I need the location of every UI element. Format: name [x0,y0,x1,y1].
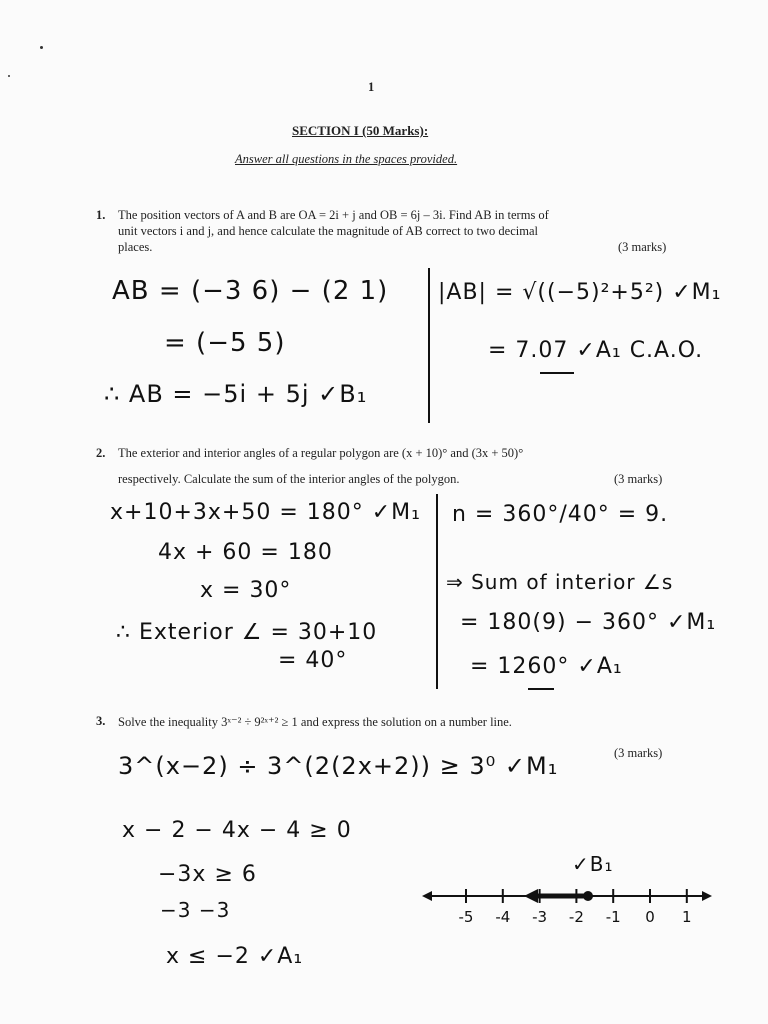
question-1-line-1: The position vectors of A and B are OA = 2i + j and OB = 6j – 3i. Find AB in terms of [118,208,549,222]
q2-sides-line: n = 360°/40° = 9. [452,502,669,527]
q1-answer-underline [540,372,574,374]
question-2-marks: (3 marks) [614,472,663,486]
question-1-line-3: places. [118,240,153,254]
number-line-tick-label: -1 [605,908,621,926]
q2-working-line-4: ∴ Exterior ∠ = 30+10 [116,620,378,645]
section-title: SECTION I (50 Marks): [292,123,429,138]
q2-sum-line-1: ⇒ Sum of interior ∠s [446,570,674,594]
q1-working-line-1: AB = (−3 6) − (2 1) [112,276,389,306]
question-3-line-1: Solve the inequality 3ˣ⁻² ÷ 9²ˣ⁺² ≥ 1 and express the solution on a number line. [118,715,512,729]
q1-magnitude-line-1: |AB| = √((−5)²+5²) ✓M₁ [438,280,722,305]
question-1-number: 1. [96,208,106,222]
q1-divider [428,268,430,423]
q1-working-line-2: = (−5 5) [164,328,286,358]
number-line-tick-label: -5 [458,908,474,926]
q3-number-line [420,878,720,928]
number-line-tick-label: 1 [682,908,692,926]
q3-working-line-2: x − 2 − 4x − 4 ≥ 0 [122,818,352,843]
speck [8,75,10,77]
q2-sum-line-2: = 180(9) − 360° ✓M₁ [460,610,717,635]
question-1-line-2: unit vectors i and j, and hence calculate the magnitude of AB correct to two decimal [118,224,538,238]
number-line-left-arrow [422,891,432,901]
q3-working-line-5: x ≤ −2 ✓A₁ [166,944,304,969]
number-line-right-arrow [702,891,712,901]
q3-working-line-4: −3 −3 [160,898,231,922]
question-3-marks: (3 marks) [614,746,663,760]
solution-ray-arrow [524,889,538,903]
q2-working-line-3: x = 30° [200,578,292,603]
question-1-marks: (3 marks) [618,240,667,254]
question-2-line-2: respectively. Calculate the sum of the interior angles of the polygon. [118,472,460,486]
closed-endpoint [583,891,593,901]
q2-working-line-5: = 40° [278,648,348,673]
q2-divider [436,494,438,689]
q3-number-line-mark: ✓B₁ [572,852,614,876]
q2-sum-line-3: = 1260° ✓A₁ [470,654,623,679]
question-2-line-1: The exterior and interior angles of a regular polygon are (x + 10)° and (3x + 50)° [118,446,524,460]
q1-magnitude-line-2: = 7.07 ✓A₁ C.A.O. [488,338,704,363]
instructions: Answer all questions in the spaces provided. [235,152,458,166]
q3-working-line-1: 3^(x−2) ÷ 3^(2(2x+2)) ≥ 3⁰ ✓M₁ [118,752,559,780]
question-2-number: 2. [96,446,106,460]
number-line-tick-label: 0 [645,908,655,926]
page-number: 1 [368,80,375,94]
q2-answer-underline [528,688,554,690]
q2-working-line-1: x+10+3x+50 = 180° ✓M₁ [110,500,421,525]
number-line-tick-label: -4 [495,908,511,926]
speck [40,46,43,49]
q3-working-line-3: −3x ≥ 6 [158,862,257,887]
number-line-tick-label: -2 [568,908,584,926]
q1-working-line-3: ∴ AB = −5i + 5j ✓B₁ [104,380,368,408]
number-line-tick-label: -3 [532,908,548,926]
q2-working-line-2: 4x + 60 = 180 [158,540,333,565]
question-3-number: 3. [96,714,106,728]
